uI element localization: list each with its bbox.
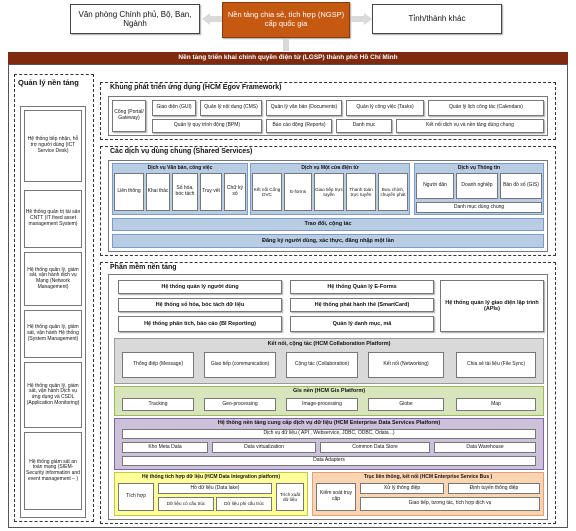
shared-item-label: Bưu chính, chuyển phát xyxy=(380,186,406,197)
gis-item-label: Geo-processing xyxy=(222,400,258,407)
shared-item-giao-tiep xyxy=(314,173,344,211)
egov-catalog xyxy=(336,119,392,133)
integration-extract xyxy=(276,483,304,511)
egov-tasks xyxy=(346,100,424,116)
shared-item-label: Danh mục dùng chung xyxy=(453,203,505,210)
esb-access-control xyxy=(316,483,356,511)
shared-item-ket-noi-dvc xyxy=(252,173,282,211)
shared-item-label: Người dân xyxy=(423,182,447,189)
integration-item-label: Dữ liệu phi cấu trúc xyxy=(224,501,264,507)
system-bi-reporting xyxy=(118,316,282,332)
lgsp-banner xyxy=(8,52,568,64)
eds-virtualization xyxy=(212,442,316,453)
integration-platform-title: Hệ thống tích hợp dữ liệu (HCM Data Integration platform) xyxy=(141,474,280,480)
system-smartcard xyxy=(290,298,434,312)
shared-item-gis xyxy=(500,173,542,199)
shared-item-danh-muc xyxy=(416,202,542,213)
integration-item-label: Hồ dữ liệu (Data lake) xyxy=(190,484,240,491)
eds-meta-data xyxy=(122,442,208,453)
shared-auth-bar xyxy=(112,234,544,248)
shared-item-label: Liên thông xyxy=(117,188,141,195)
left-item-label: Hệ thống quản lý, giám sát, vận hành Dịch vụ ứng dụng và CSDL (Application Monitoring) xyxy=(26,382,80,406)
platform-software-title: Phần mềm nền tảng xyxy=(110,264,177,271)
other-provinces-label: Tỉnh/thành khác xyxy=(408,14,466,24)
collab-collaboration xyxy=(286,352,358,378)
shared-item-so-hoa xyxy=(172,173,198,211)
gis-tracking xyxy=(122,398,194,411)
lgsp-banner-label: Nền tảng triển khai chính quyền điện tử (LGSP) thành phố Hồ Chí Minh xyxy=(178,54,398,62)
collab-platform-title: Kết nối, cộng tác (HCM Collaboration Platform) xyxy=(267,341,391,347)
collab-message xyxy=(122,352,194,378)
arrow-shaft-right xyxy=(351,16,365,22)
collab-communication xyxy=(204,352,276,378)
system-api-mgmt xyxy=(440,280,544,332)
shared-group-documents-title: Dịch vụ Văn bản, công việc xyxy=(147,165,213,171)
left-item-label: Hệ thống quản trị tài sản CNTT (IT fixed asset management System) xyxy=(25,209,81,227)
shared-services-title: Các dịch vụ dùng chung (Shared Services) xyxy=(110,148,253,155)
shared-item-truy-vet xyxy=(200,173,222,211)
shared-item-label: Kết nối Cổng DVC xyxy=(253,186,281,197)
other-provinces-box xyxy=(372,4,502,34)
eds-adapters-label: Data Adapters xyxy=(313,457,345,464)
egov-item-label: Kết nối dịch vụ và nền tảng dùng chung xyxy=(426,122,514,129)
left-item-network-mgmt xyxy=(24,252,82,306)
eds-services-label: Dịch vụ dữ liệu ( API , Webservice, JDBC, ODBC, Odata ..) xyxy=(263,430,395,437)
esb-item-label: Giao tiếp, tương tác, tích hợp dịch vụ xyxy=(408,500,492,507)
shared-item-label: Doanh nghiệp xyxy=(461,182,493,189)
shared-item-label: Chữ ký số xyxy=(226,185,244,197)
system-label: Hệ thống quản lý giao diện lập trình (APIs) xyxy=(445,299,539,312)
system-label: Hệ thống phân tích, báo cáo (BI Reporting) xyxy=(144,320,256,327)
egov-item-label: Quản lý văn bản (Documents) xyxy=(270,104,338,111)
esb-message-routing xyxy=(448,483,540,494)
egov-gui xyxy=(152,100,196,116)
left-item-label: Hệ thống giám sát an toàn mạng (SIEM-Security information and event management – ) xyxy=(26,458,80,482)
shared-group-one-stop-title: Dịch vụ Một cửa điện tử xyxy=(301,165,359,171)
egov-item-label: Báo cáo động (Reports) xyxy=(272,122,326,129)
shared-item-lien-thong xyxy=(114,173,144,211)
gis-globe xyxy=(368,398,444,411)
eds-common-store xyxy=(320,442,430,453)
esb-item-label: Xử lý thông điệp xyxy=(383,484,421,491)
egov-bpm xyxy=(152,119,262,133)
left-item-service-desk xyxy=(24,110,82,182)
shared-auth-label: Đăng ký người dùng, xác thực, đăng nhập một lần xyxy=(262,237,394,244)
arrow-down-icon xyxy=(283,39,289,51)
egov-portal xyxy=(112,100,146,132)
egov-framework-title: Khung phát triển ứng dụng (HCM Egov Framework) xyxy=(110,84,282,91)
left-item-label: Hệ thống quản lý, giám sát, vận hành dịch vụ Mạng (Network Management) xyxy=(27,266,79,290)
shared-item-thanh-toan xyxy=(346,173,376,211)
egov-reports xyxy=(266,119,332,133)
esb-message-processing xyxy=(360,483,444,494)
eds-item-label: Common Data Store xyxy=(352,443,398,450)
shared-item-label: Số hóa, bóc tách xyxy=(175,185,195,197)
left-item-asset-mgmt xyxy=(24,190,82,248)
eds-adapters xyxy=(122,456,536,466)
egov-item-label: Quản lý lịch công tác (Calendars) xyxy=(449,104,523,111)
collab-networking xyxy=(368,352,444,378)
egov-item-label: Danh mục xyxy=(352,122,376,129)
egov-connect-services xyxy=(396,119,544,133)
left-item-siem xyxy=(24,432,82,510)
eds-item-label: Kho Meta Data xyxy=(148,443,182,450)
collab-item-label: Thông điệp (Message) xyxy=(132,361,184,368)
gis-map xyxy=(456,398,536,411)
eds-warehouse xyxy=(434,442,536,453)
system-eforms xyxy=(290,280,434,294)
shared-item-nguoi-dan xyxy=(416,173,454,199)
system-digitization xyxy=(118,298,282,312)
system-label: Hệ thống số hóa, bóc tách dữ liệu xyxy=(155,301,245,308)
gis-item-label: Map xyxy=(491,400,501,407)
gis-item-label: Globe xyxy=(399,400,413,407)
shared-item-label: Bản đồ số (GIS) xyxy=(503,182,539,189)
integration-structured xyxy=(158,497,214,511)
system-label: Hệ thống phát hành thẻ (SmartCard) xyxy=(314,301,410,308)
collab-item-label: Kết nối (Networking) xyxy=(383,361,429,368)
esb-item-label: Kiểm soát truy cập xyxy=(320,490,352,502)
shared-item-label: Thanh toán trực tuyến xyxy=(349,186,373,197)
gis-platform-title: Gis nền (HCM Gis Platform) xyxy=(292,388,366,394)
esb-platform-title: Trục liên thông, kết nối (HCM Enterprise Service Bus ) xyxy=(363,474,493,480)
egov-cms xyxy=(200,100,262,116)
left-item-label: Hệ thống tiếp nhận, hỗ trợ người dùng (ICT Service Desk) xyxy=(27,136,79,154)
shared-item-chu-ky-so xyxy=(224,173,246,211)
eds-platform-title: Hệ thống nền tảng cung cấp dịch vụ dữ liệu (HCM Enterprise Data Services Platform) xyxy=(217,420,441,426)
ngsp-label: Nền tảng chia sẻ, tích hợp (NGSP) cấp quốc gia xyxy=(227,10,345,28)
integration-tich-hop xyxy=(118,483,154,511)
eds-item-label: Data virtualization xyxy=(244,443,284,450)
esb-item-label: Định tuyến thông điệp xyxy=(469,484,519,491)
gis-item-label: Tracking xyxy=(148,400,168,407)
egov-item-label: Quản lý công việc (Tasks) xyxy=(356,104,414,111)
integration-unstructured xyxy=(216,497,272,511)
arrow-shaft-left xyxy=(208,16,222,22)
shared-item-label: Khai thác xyxy=(147,188,169,195)
left-item-app-monitoring xyxy=(24,362,82,428)
gis-item-label: Image-processing xyxy=(302,400,342,407)
egov-item-label: Giao diện (GUI) xyxy=(156,104,192,111)
system-label: Quản lý danh mục, mã xyxy=(332,320,392,327)
shared-item-khai-thac xyxy=(146,173,170,211)
integration-item-label: Dữ liệu có cấu trúc xyxy=(166,501,206,507)
egov-calendars xyxy=(428,100,544,116)
gov-agencies-box xyxy=(70,4,200,34)
shared-item-label: Truy vết xyxy=(202,188,220,195)
collab-file-sync xyxy=(456,352,536,378)
shared-item-buu-chinh xyxy=(378,173,408,211)
shared-exchange-bar xyxy=(112,218,544,231)
platform-management-title: Quản lý nền tảng xyxy=(18,78,79,87)
integration-item-label: Trích xuất dữ liệu xyxy=(279,491,301,502)
egov-item-label: Quản lý nội dung (CMS) xyxy=(204,104,258,111)
shared-item-doanh-nghiep xyxy=(456,173,498,199)
shared-exchange-label: Trao đổi, cộng tác xyxy=(304,221,352,228)
shared-group-info-title: Dịch vụ Thông tin xyxy=(457,165,501,171)
collab-item-label: Chia sẻ tài liệu (File Sync) xyxy=(466,361,526,368)
egov-documents xyxy=(266,100,342,116)
ngsp-box xyxy=(222,2,350,38)
eds-data-services xyxy=(122,429,536,439)
shared-item-label: E-forms xyxy=(289,189,307,195)
system-label: Hệ thống Quản lý E-Forms xyxy=(327,283,397,290)
gis-image-processing xyxy=(286,398,358,411)
shared-item-eforms xyxy=(284,173,312,211)
arrow-right-icon xyxy=(364,13,372,25)
left-item-system-mgmt xyxy=(24,310,82,358)
integration-data-lake xyxy=(158,483,272,494)
system-user-mgmt xyxy=(118,280,282,294)
collab-item-label: Giao tiếp (communication) xyxy=(210,361,270,368)
eds-item-label: Data Warehouse xyxy=(466,443,504,450)
gis-geo-processing xyxy=(204,398,276,411)
integration-item-label: Tích hợp xyxy=(126,493,146,500)
egov-item-label: Quản lý quy trình động (BPM) xyxy=(173,122,241,129)
egov-item-label: Cổng (Portal/ Gateway) xyxy=(114,109,144,121)
system-label: Hệ thống quản lý người dùng xyxy=(161,283,239,290)
collab-item-label: Cộng tác (Collaboration) xyxy=(294,361,350,368)
left-item-label: Hệ thống quản lý, giám sát, vận hành Hệ thống (System Management) xyxy=(27,324,79,342)
gov-agencies-label: Văn phòng Chính phủ, Bộ, Ban, Ngành xyxy=(78,9,192,28)
shared-item-label: Giao tiếp trực tuyến xyxy=(315,186,343,197)
esb-service-integration xyxy=(360,497,540,511)
system-catalog-codes xyxy=(290,316,434,332)
